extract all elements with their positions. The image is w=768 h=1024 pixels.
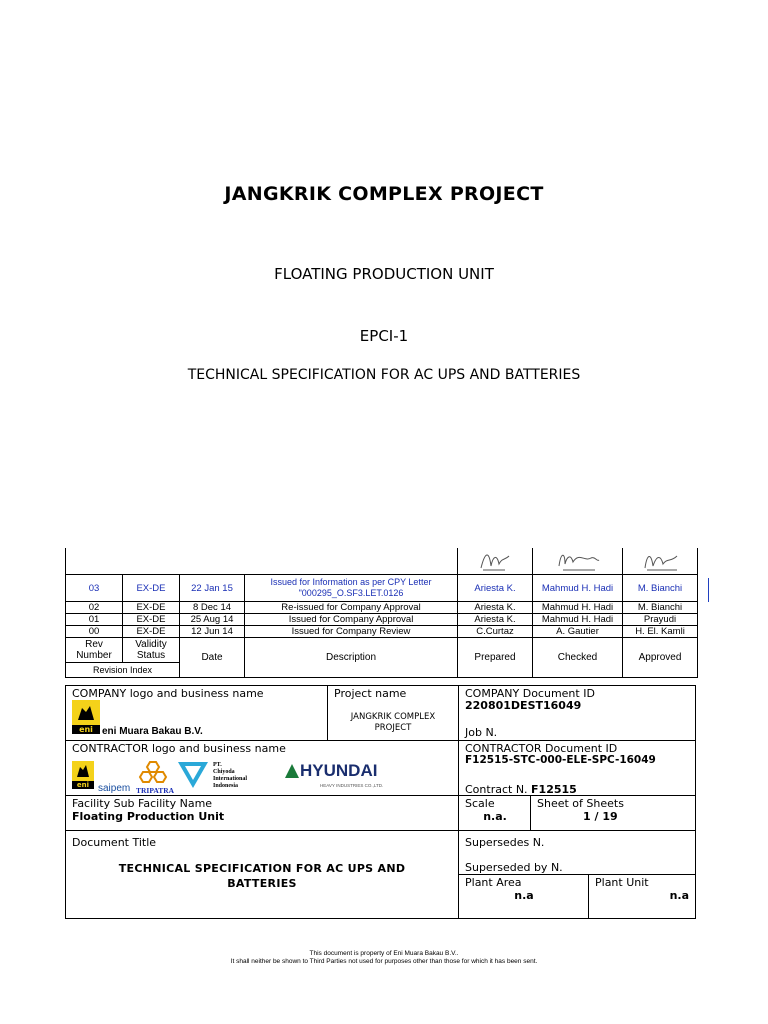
rev-description: Issued for Company Approval bbox=[245, 614, 458, 626]
contract-number: F12515 bbox=[531, 783, 577, 796]
revision-row-03 bbox=[66, 575, 698, 602]
revision-row-00 bbox=[66, 626, 698, 638]
chiyoda-line4: Indonesia bbox=[213, 783, 239, 789]
chiyoda-line2: Chiyoda bbox=[213, 769, 235, 775]
rev-validity: EX-DE bbox=[123, 575, 180, 602]
plant-area-cell bbox=[458, 874, 589, 919]
prepared-signature bbox=[458, 548, 533, 575]
checked-signature bbox=[533, 548, 623, 575]
rev-checked: Mahmud H. Hadi bbox=[533, 602, 623, 614]
revision-table bbox=[65, 548, 698, 678]
prepared-header: Prepared bbox=[458, 638, 533, 678]
description-header: Description bbox=[245, 638, 458, 678]
margin-revision-mark bbox=[708, 578, 709, 602]
rev-description: Re-issued for Company Approval bbox=[245, 602, 458, 614]
company-doc-id-label: COMPANY Document ID bbox=[465, 687, 595, 700]
document-main-title: JANGKRIK COMPLEX PROJECT bbox=[224, 183, 544, 205]
project-name-line2: PROJECT bbox=[374, 723, 412, 733]
checked-header: Checked bbox=[533, 638, 623, 678]
revision-row-02 bbox=[66, 602, 698, 614]
facility-cell bbox=[66, 795, 459, 831]
rev-approved: H. El. Kamli bbox=[623, 626, 698, 638]
rev-approved: M. Bianchi bbox=[623, 602, 698, 614]
revision-row-01 bbox=[66, 614, 698, 626]
contract-label: Contract N. bbox=[465, 783, 528, 796]
supersedes-label: Supersedes N. bbox=[465, 836, 545, 849]
plant-area-value: n.a bbox=[514, 889, 534, 902]
document-title-label: Document Title bbox=[72, 836, 157, 849]
rev-date: 25 Aug 14 bbox=[180, 614, 245, 626]
rev-number-header bbox=[66, 638, 123, 663]
validity-status-header bbox=[123, 638, 180, 663]
tripatra-logo bbox=[136, 760, 176, 796]
rev-prepared: Ariesta K. bbox=[458, 575, 533, 602]
revision-index-label: Revision Index bbox=[66, 663, 180, 678]
facility-name: Floating Production Unit bbox=[72, 810, 225, 823]
company-name: eni Muara Bakau B.V. bbox=[102, 726, 203, 737]
job-number-label: Job N. bbox=[465, 726, 498, 739]
document-subtitle-spec: TECHNICAL SPECIFICATION FOR AC UPS AND BATTERIES bbox=[187, 367, 581, 383]
validity-header-line1: Validity bbox=[135, 639, 167, 650]
hyundai-logo-text: HYUNDAI bbox=[300, 761, 378, 780]
scale-cell bbox=[458, 795, 531, 831]
rev-date: 12 Jun 14 bbox=[180, 626, 245, 638]
rev-header-line1: Rev bbox=[85, 639, 103, 650]
eni-contractor-logo-text: eni bbox=[72, 781, 94, 789]
scale-label: Scale bbox=[465, 797, 495, 810]
footer-property-notice: This document is property of Eni Muara Bakau B.V.. bbox=[309, 950, 459, 957]
plant-unit-value: n.a bbox=[669, 889, 689, 902]
scale-value: n.a. bbox=[483, 810, 507, 823]
rev-prepared: Ariesta K. bbox=[458, 614, 533, 626]
date-header: Date bbox=[180, 638, 245, 678]
rev-approved: Prayudi bbox=[623, 614, 698, 626]
rev-validity: EX-DE bbox=[123, 614, 180, 626]
chiyoda-line1: PT. bbox=[213, 762, 222, 768]
chiyoda-logo bbox=[176, 760, 256, 794]
rev-date: 22 Jan 15 bbox=[180, 575, 245, 602]
validity-header-line2: Status bbox=[136, 650, 166, 661]
chiyoda-line3: International bbox=[213, 776, 248, 782]
project-name-line1: JANGKRIK COMPLEX bbox=[350, 712, 436, 722]
tripatra-logo-text: TRIPATRA bbox=[136, 786, 175, 795]
approved-header: Approved bbox=[623, 638, 698, 678]
document-subtitle-epci: EPCI-1 bbox=[359, 327, 409, 345]
signature-row bbox=[66, 548, 698, 575]
plant-unit-cell bbox=[588, 874, 696, 919]
eni-contractor-logo bbox=[72, 761, 94, 789]
rev-number: 02 bbox=[66, 602, 123, 614]
rev-description bbox=[245, 575, 458, 602]
company-doc-id: 220801DEST16049 bbox=[465, 699, 582, 712]
document-title-line2: BATTERIES bbox=[227, 877, 297, 890]
sheet-label: Sheet of Sheets bbox=[537, 797, 624, 810]
contractor-logo-label: CONTRACTOR logo and business name bbox=[72, 742, 286, 755]
saipem-logo: saipem bbox=[98, 783, 131, 794]
contractor-doc-id-cell bbox=[458, 740, 696, 796]
footer-confidentiality-notice: It shall neither be shown to Third Parties not used for purposes other than those for which it has been sent. bbox=[230, 958, 538, 965]
rev-description-line2: "000295_O.SF3.LET.0126 bbox=[298, 588, 404, 598]
rev-number: 01 bbox=[66, 614, 123, 626]
project-name-value bbox=[328, 712, 458, 734]
rev-number: 03 bbox=[66, 575, 123, 602]
rev-checked: A. Gautier bbox=[533, 626, 623, 638]
contractor-doc-id: F12515-STC-000-ELE-SPC-16049 bbox=[465, 754, 656, 766]
sheet-value: 1 / 19 bbox=[583, 810, 618, 823]
approved-signature bbox=[623, 548, 698, 575]
rev-prepared: Ariesta K. bbox=[458, 602, 533, 614]
eni-company-logo bbox=[72, 700, 100, 734]
rev-validity: EX-DE bbox=[123, 626, 180, 638]
rev-description-line1: Issued for Information as per CPY Letter bbox=[270, 577, 432, 587]
document-title-cell bbox=[66, 830, 459, 919]
hyundai-logo-subtext: HEAVY INDUSTRIES CO.,LTD. bbox=[320, 783, 384, 788]
document-title-line1: TECHNICAL SPECIFICATION FOR AC UPS AND bbox=[118, 862, 406, 875]
contractor-doc-id-label: CONTRACTOR Document ID bbox=[465, 742, 618, 755]
document-title-value bbox=[66, 861, 458, 891]
contractor-logo-cell bbox=[66, 740, 459, 796]
company-doc-id-cell bbox=[458, 686, 696, 741]
plant-area-label: Plant Area bbox=[465, 876, 522, 889]
rev-checked: Mahmud H. Hadi bbox=[533, 575, 623, 602]
plant-unit-label: Plant Unit bbox=[595, 876, 649, 889]
project-name-cell bbox=[327, 686, 459, 741]
rev-number: 00 bbox=[66, 626, 123, 638]
rev-checked: Mahmud H. Hadi bbox=[533, 614, 623, 626]
hyundai-logo bbox=[284, 761, 384, 793]
project-name-label: Project name bbox=[334, 687, 407, 700]
supersedes-cell bbox=[458, 830, 696, 875]
rev-prepared: C.Curtaz bbox=[458, 626, 533, 638]
title-block bbox=[65, 685, 696, 919]
document-subtitle-unit: FLOATING PRODUCTION UNIT bbox=[274, 265, 494, 283]
rev-approved: M. Bianchi bbox=[623, 575, 698, 602]
company-logo-cell bbox=[66, 686, 328, 741]
rev-date: 8 Dec 14 bbox=[180, 602, 245, 614]
company-logo-label: COMPANY logo and business name bbox=[72, 687, 264, 700]
sheet-cell bbox=[530, 795, 696, 831]
superseded-by-label: Superseded by N. bbox=[465, 861, 563, 874]
rev-validity: EX-DE bbox=[123, 602, 180, 614]
eni-logo-text: eni bbox=[72, 725, 100, 734]
facility-label: Facility Sub Facility Name bbox=[72, 797, 213, 810]
rev-description: Issued for Company Review bbox=[245, 626, 458, 638]
revision-header-row bbox=[66, 638, 698, 663]
rev-header-line2: Number bbox=[76, 650, 112, 661]
